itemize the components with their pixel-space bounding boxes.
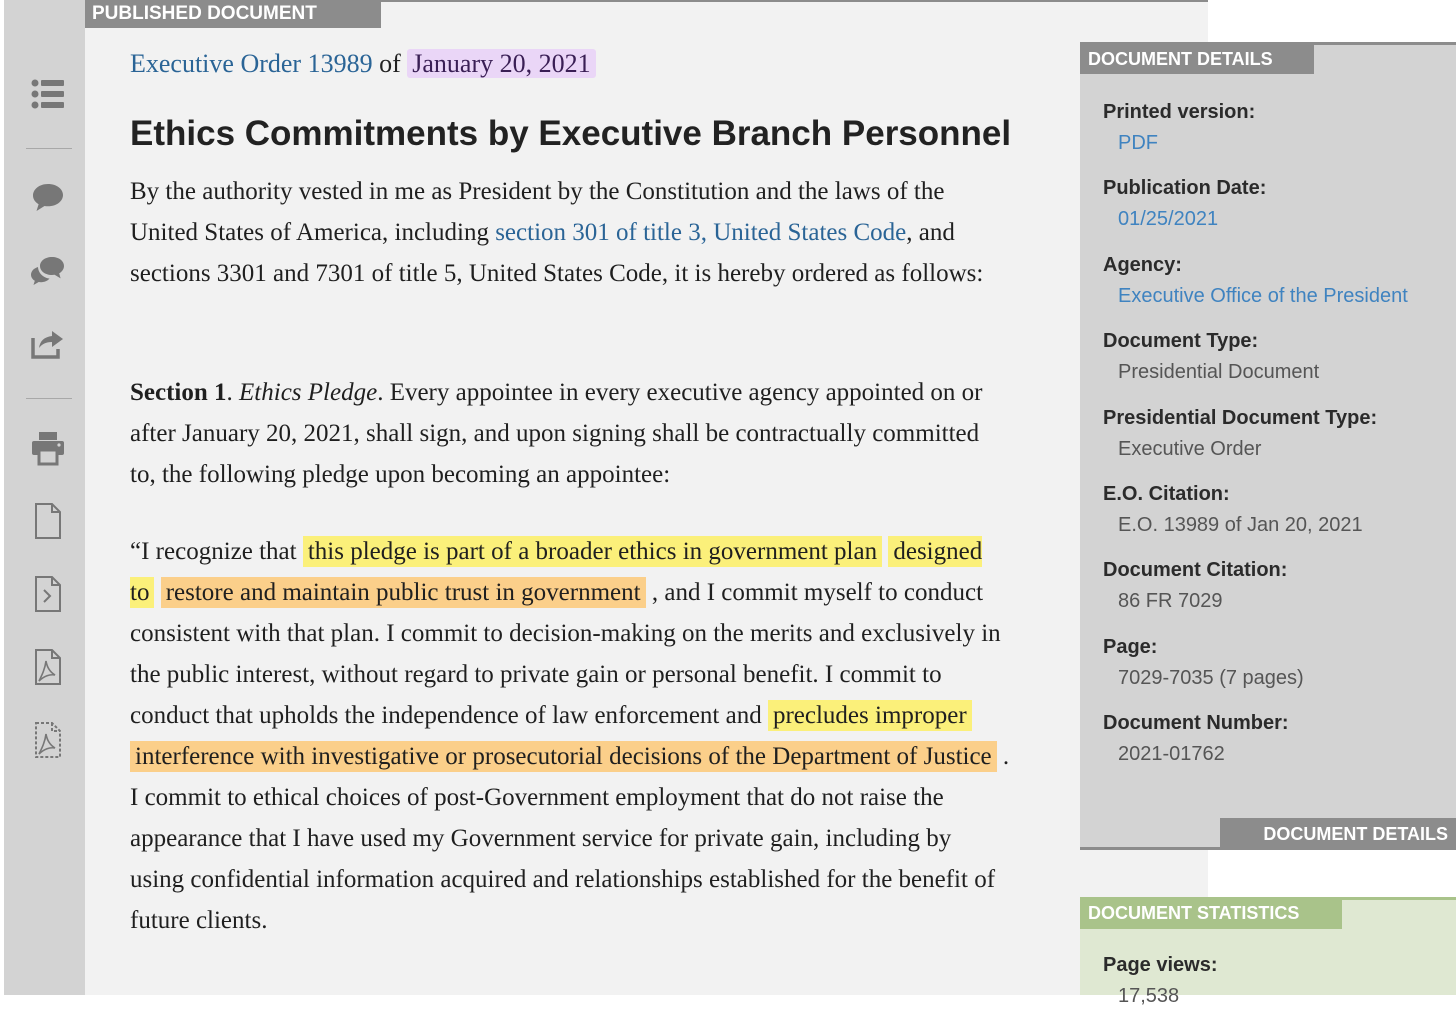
- page-title: Ethics Commitments by Executive Branch Personnel: [130, 114, 1012, 153]
- section-text: . Every appointee in every executive agency appointed on or after January 20, 2021, shall sign, and upon signing shall be contractually committed to, the following pledge upon becoming an appointee:: [130, 379, 983, 488]
- pdf-link[interactable]: PDF: [1118, 132, 1158, 154]
- detail-label: Document Citation:: [1103, 559, 1288, 581]
- usc-section-link[interactable]: section 301 of title 3, United States Code: [495, 219, 907, 246]
- document-details-panel: [1080, 42, 1456, 850]
- public-inspection-pdf-icon[interactable]: [28, 720, 68, 760]
- detail-label: Printed version:: [1103, 101, 1256, 123]
- share-icon[interactable]: [28, 324, 68, 364]
- preamble-paragraph: [130, 171, 1010, 294]
- eo-of-text: of: [379, 49, 401, 78]
- pledge-text: “I recognize that: [130, 538, 303, 565]
- list-icon[interactable]: [28, 74, 68, 114]
- xml-icon[interactable]: [28, 574, 68, 614]
- toolbar-divider: [26, 398, 72, 399]
- pledge-paragraph: [130, 531, 1010, 941]
- detail-value: Presidential Document: [1118, 361, 1320, 383]
- document-statistics-tab: DOCUMENT STATISTICS: [1080, 897, 1342, 929]
- eo-date-highlight: January 20, 2021: [407, 49, 595, 78]
- highlight-yellow: this pledge is part of a broader ethics in government plan: [303, 536, 882, 567]
- footer-underline: [1080, 847, 1220, 850]
- pledge-space: [154, 579, 160, 606]
- detail-eo-citation: [1103, 481, 1443, 538]
- tab-underline: [1314, 42, 1456, 45]
- preamble-text: By the authority vested in me as President by the Constitution and the laws of the United States of America, including: [130, 178, 945, 246]
- executive-order-heading: [130, 46, 596, 82]
- detail-value: 7029-7035 (7 pages): [1118, 667, 1304, 689]
- agency-link[interactable]: Executive Office of the President: [1118, 285, 1408, 307]
- pledge-text: . I commit to ethical choices of post-Government employment that do not raise the appearance that I have used my Government service for private gain, including by using confidential information acquired and relationships established for the benefit of future clients.: [130, 743, 1010, 934]
- toolbar-divider: [26, 148, 72, 149]
- detail-agency: [1103, 252, 1443, 309]
- tab-underline: [381, 0, 1208, 2]
- comments-icon[interactable]: [28, 251, 68, 291]
- document-toolbar: [4, 0, 85, 995]
- highlight-orange: interference with investigative or prosecutorial decisions of the Department of Justice: [130, 741, 997, 772]
- pdf-icon[interactable]: [28, 647, 68, 687]
- detail-publication-date: [1103, 175, 1443, 232]
- pledge-text: , and I commit myself to conduct consistent with that plan. I commit to decision-making on the merits and exclusively in the public interest, without regard to private gain or personal benefit. I commit to conduct that upholds the independence of law enforcement and: [130, 579, 1001, 729]
- detail-presidential-document-type: [1103, 405, 1443, 462]
- detail-document-type: [1103, 328, 1443, 385]
- detail-label: Agency:: [1103, 254, 1182, 276]
- detail-printed-version: [1103, 99, 1443, 156]
- detail-label: Publication Date:: [1103, 177, 1267, 199]
- detail-value: E.O. 13989 of Jan 20, 2021: [1118, 514, 1363, 536]
- detail-label: Presidential Document Type:: [1103, 407, 1378, 429]
- highlight-yellow: precludes improper: [768, 700, 972, 731]
- detail-value: 86 FR 7029: [1118, 590, 1223, 612]
- detail-label: Document Number:: [1103, 712, 1289, 734]
- publication-date-link[interactable]: 01/25/2021: [1118, 208, 1219, 230]
- highlight-orange: restore and maintain public trust in government: [161, 577, 646, 608]
- document-content: [85, 0, 1208, 995]
- tab-underline: [1342, 897, 1456, 900]
- highlight-yellow: designed to: [130, 538, 983, 606]
- page-views-value: 17,538: [1118, 985, 1180, 1007]
- preamble-text-end: , and sections 3301 and 7301 of title 5, United States Code, it is hereby ordered as follows:: [130, 219, 984, 287]
- document-icon[interactable]: [28, 501, 68, 541]
- document-statistics-panel: [1080, 897, 1456, 1007]
- published-document-tab: PUBLISHED DOCUMENT: [85, 0, 381, 28]
- detail-page: [1103, 634, 1443, 691]
- section-1-paragraph: [130, 372, 1010, 495]
- document-details-footer-tab: DOCUMENT DETAILS: [1220, 818, 1456, 850]
- section-period: .: [226, 379, 233, 406]
- page-views-label: Page views:: [1103, 954, 1218, 976]
- detail-label: Page:: [1103, 636, 1158, 658]
- detail-document-citation: [1103, 557, 1443, 614]
- section-italic-title: Ethics Pledge: [239, 379, 378, 406]
- print-icon[interactable]: [28, 428, 68, 468]
- detail-value: 2021-01762: [1118, 743, 1225, 765]
- section-label: Section 1: [130, 379, 227, 406]
- detail-label: Document Type:: [1103, 330, 1259, 352]
- executive-order-link[interactable]: Executive Order 13989: [130, 49, 373, 78]
- comment-icon[interactable]: [28, 178, 68, 218]
- detail-value: Executive Order: [1118, 438, 1262, 460]
- detail-document-number: [1103, 710, 1443, 767]
- detail-label: E.O. Citation:: [1103, 483, 1230, 505]
- document-details-tab: DOCUMENT DETAILS: [1080, 42, 1314, 74]
